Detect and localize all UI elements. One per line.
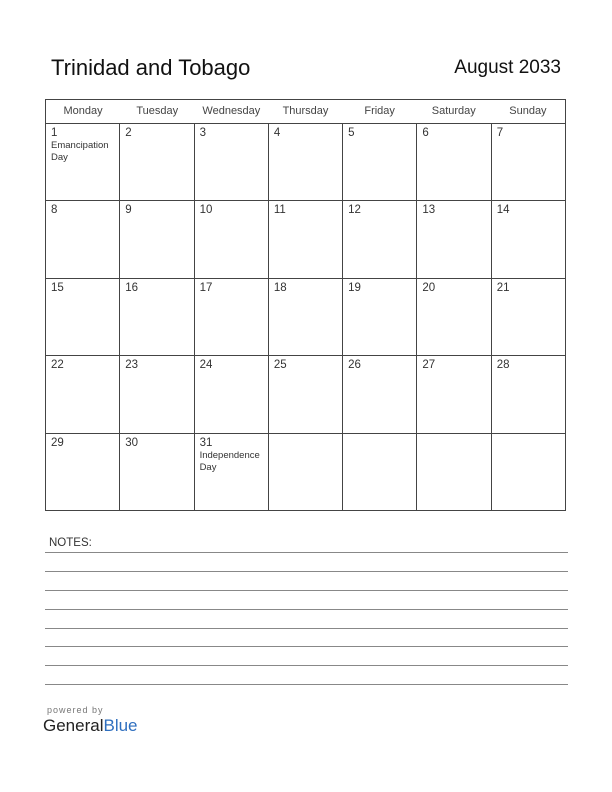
day-number: 8 — [51, 204, 58, 217]
calendar-grid — [45, 99, 566, 511]
day-cell — [343, 124, 417, 200]
day-number: 28 — [496, 359, 510, 372]
day-number: 2 — [125, 127, 132, 139]
holiday-label: Emancipation Day — [51, 140, 109, 163]
note-line — [45, 665, 568, 666]
day-cell — [269, 201, 343, 277]
day-cell — [492, 201, 565, 277]
week-row — [46, 124, 565, 201]
day-number: 21 — [496, 281, 510, 294]
weekday-header: Saturday — [431, 105, 476, 117]
day-number: 3 — [199, 127, 206, 139]
day-cell — [120, 434, 194, 511]
day-number: 14 — [496, 204, 510, 217]
week-row — [46, 356, 565, 433]
day-cell — [417, 279, 491, 355]
day-number: 26 — [348, 359, 361, 372]
day-cell — [269, 434, 343, 511]
month-year-title: August 2033 — [454, 57, 561, 78]
day-number: 18 — [273, 281, 287, 294]
weekday-header: Monday — [63, 105, 103, 117]
day-cell — [343, 356, 417, 432]
day-cell — [195, 201, 269, 277]
day-number: 20 — [422, 281, 436, 294]
brand-logo — [43, 716, 138, 736]
day-cell — [417, 124, 491, 200]
day-cell — [492, 356, 565, 432]
day-number: 24 — [199, 359, 213, 372]
day-cell — [269, 356, 343, 432]
notes-label: NOTES: — [49, 537, 92, 549]
holiday-label: Independence Day — [199, 449, 260, 473]
week-row — [46, 434, 565, 511]
day-number: 17 — [199, 281, 213, 294]
day-number: 29 — [51, 436, 64, 449]
day-cell — [492, 434, 565, 511]
day-number: 13 — [422, 204, 436, 217]
note-line — [45, 552, 568, 553]
note-line — [45, 628, 568, 629]
day-cell — [343, 279, 417, 355]
country-title: Trinidad and Tobago — [51, 55, 251, 80]
weekday-header: Friday — [364, 105, 395, 117]
day-cell — [343, 434, 417, 511]
note-line — [45, 646, 568, 647]
day-number: 5 — [348, 127, 355, 139]
day-cell — [46, 279, 120, 355]
day-cell — [417, 201, 491, 277]
weekday-header: Sunday — [509, 105, 547, 117]
weekday-header: Wednesday — [202, 105, 261, 117]
week-row — [46, 201, 565, 278]
powered-by-text: powered by — [47, 705, 104, 715]
day-cell — [195, 124, 269, 200]
day-cell — [269, 279, 343, 355]
note-line — [45, 609, 568, 610]
day-number: 23 — [125, 359, 139, 372]
day-cell — [417, 356, 491, 432]
weekday-header: Thursday — [282, 105, 329, 117]
day-number: 6 — [422, 127, 429, 139]
week-row — [46, 279, 565, 356]
day-number: 27 — [422, 359, 436, 372]
day-number: 12 — [348, 204, 361, 217]
note-line — [45, 590, 568, 591]
day-number: 25 — [273, 359, 287, 372]
day-cell — [46, 434, 120, 511]
day-cell — [195, 356, 269, 432]
day-number: 11 — [273, 204, 286, 217]
day-number: 22 — [51, 359, 64, 372]
day-cell — [120, 356, 194, 432]
brand-general-text: General — [43, 716, 104, 735]
day-cell — [120, 124, 194, 200]
day-number: 31 — [199, 436, 213, 449]
day-number: 4 — [273, 127, 281, 139]
day-cell — [195, 434, 269, 511]
weeks-container — [46, 124, 565, 511]
day-number: 7 — [496, 127, 504, 139]
day-cell — [492, 279, 565, 355]
note-line — [45, 684, 568, 685]
day-number: 9 — [125, 204, 132, 217]
day-number: 10 — [199, 204, 213, 217]
day-cell — [120, 201, 194, 277]
day-number: 1 — [51, 127, 58, 139]
day-cell — [417, 434, 491, 511]
weekday-header-row — [46, 100, 565, 124]
weekday-header: Tuesday — [136, 105, 179, 117]
day-cell — [195, 279, 269, 355]
day-number: 15 — [51, 281, 64, 294]
day-cell — [269, 124, 343, 200]
day-cell — [46, 124, 120, 200]
note-line — [45, 571, 568, 572]
day-cell — [46, 201, 120, 277]
brand-blue-text: Blue — [103, 716, 138, 735]
day-cell — [120, 279, 194, 355]
day-number: 16 — [125, 281, 139, 294]
day-cell — [492, 124, 565, 200]
day-number: 30 — [125, 436, 139, 449]
day-number: 19 — [348, 281, 361, 294]
day-cell — [46, 356, 120, 432]
day-cell — [343, 201, 417, 277]
